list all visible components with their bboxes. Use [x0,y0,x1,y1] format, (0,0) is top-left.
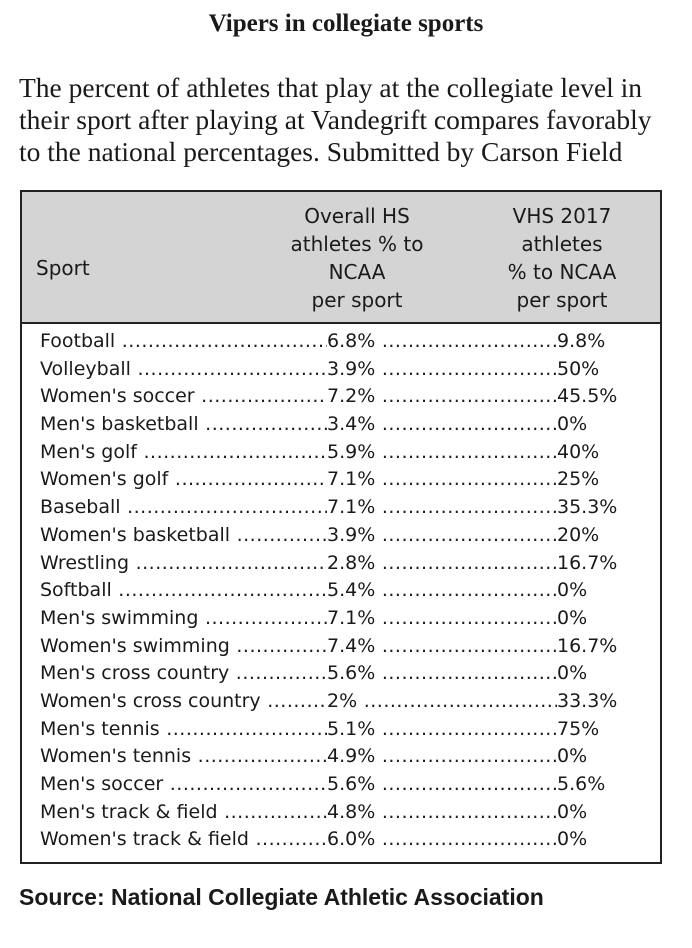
overall-value [327,328,557,356]
overall-label: 2% [327,689,358,712]
sport-label: Baseball [40,496,121,519]
overall-label: 5.6% [327,662,376,685]
sport-label: Softball [40,579,112,602]
sport-label: Men's track & field [40,800,218,823]
sport-name [40,688,327,716]
overall-label: 7.1% [327,606,376,629]
table-row [40,771,640,799]
table-row [40,688,640,716]
sport-name [40,522,327,550]
table-row [40,522,640,550]
table-row [40,577,640,605]
overall-label: 5.6% [327,773,376,795]
header-overall-line: per sport [311,288,403,312]
overall-label: 7.4% [327,634,376,657]
vhs-value: 45.5% [557,385,618,408]
overall-label: 5.1% [327,717,376,740]
data-table [20,190,662,864]
overall-value [327,716,557,744]
overall-label: 2.8% [327,551,376,574]
table-row [40,716,640,744]
overall-label: 7.2% [327,385,376,408]
table-row [40,799,640,827]
sport-name [40,411,327,439]
header-overall [272,202,442,314]
overall-value [327,494,557,522]
table-row [40,494,640,522]
overall-value [327,439,557,467]
sport-name [40,550,327,578]
sport-name [40,494,327,522]
table-row [40,466,640,494]
overall-label: 4.9% [327,745,376,768]
vhs-value: 20% [557,523,600,546]
header-overall-line: Overall HS [304,204,410,228]
overall-value [327,826,557,854]
table-body [40,328,640,854]
table-row [40,826,640,854]
sport-label: Women's golf [40,468,169,491]
sport-name [40,383,327,411]
overall-value [327,550,557,578]
overall-value [327,466,557,494]
overall-value [327,743,557,771]
table-row [40,633,640,661]
vhs-value: 0% [557,800,588,823]
overall-value [327,688,557,716]
sport-label: Women's soccer [40,385,195,408]
overall-value [327,522,557,550]
sport-label: Women's cross country [40,689,261,712]
overall-value [327,633,557,661]
sport-label: Women's track & field [40,828,249,851]
overall-label: 3.9% [327,523,376,546]
table-row [40,411,640,439]
sport-label: Women's tennis [40,745,192,768]
sport-name [40,716,327,744]
sport-name [40,799,327,827]
overall-label: 3.4% [327,413,376,436]
sport-name [40,577,327,605]
sport-label: Men's swimming [40,606,199,629]
table-row [40,605,640,633]
overall-label: 7.1% [327,468,376,491]
sport-name [40,633,327,661]
header-vhs-line: % to NCAA [507,260,617,284]
vhs-value: 0% [557,579,588,602]
header-overall-line: athletes % to [290,232,424,256]
table-header [22,192,660,324]
table-row [40,439,640,467]
sport-label: Women's basketball [40,523,231,546]
vhs-value: 0% [557,662,588,685]
overall-label: 5.4% [327,579,376,602]
vhs-value: 35.3% [557,496,618,519]
sport-name [40,743,327,771]
vhs-value: 75% [557,717,600,740]
overall-label: 7.1% [327,496,376,519]
overall-label: 5.9% [327,440,376,463]
sport-name [40,466,327,494]
vhs-value: 0% [557,745,588,768]
header-vhs [482,202,642,314]
vhs-value: 33.3% [557,689,618,712]
sport-name [40,771,327,799]
overall-label: 4.8% [327,800,376,823]
page-title: Vipers in collegiate sports [208,10,484,37]
sport-name [40,605,327,633]
vhs-value: 0% [557,828,588,851]
vhs-value: 16.7% [557,634,618,657]
header-vhs-line: VHS 2017 [512,204,612,228]
overall-value [327,411,557,439]
table-row [40,743,640,771]
sport-label: Men's tennis [40,717,160,740]
overall-label: 6.8% [327,330,376,352]
overall-value [327,577,557,605]
header-overall-line: NCAA [328,260,386,284]
sport-label: Women's swimming [40,634,230,657]
table-row [40,356,640,384]
sport-label: Men's golf [40,440,137,463]
table-row [40,550,640,578]
overall-label: 6.0% [327,828,376,851]
header-vhs-line: athletes [521,232,603,256]
vhs-value: 25% [557,468,600,491]
table-row [40,383,640,411]
sport-label: Men's cross country [40,662,230,685]
sport-label: Football [40,330,116,352]
intro-paragraph: The percent of athletes that play at the collegiate level in their sport after playing at Vandegrift compares favorably to the national percentages. Submitted by Carson Field [19,72,652,167]
vhs-value: 16.7% [557,551,618,574]
overall-value [327,660,557,688]
sport-label: Wrestling [40,551,130,574]
sport-name [40,356,327,384]
table-row [40,660,640,688]
sport-name [40,328,327,356]
sport-label: Men's soccer [40,773,164,795]
vhs-value: 9.8% [557,330,606,352]
header-sport: Sport [36,256,90,280]
vhs-value: 40% [557,440,600,463]
sport-name [40,439,327,467]
overall-value [327,799,557,827]
overall-value [327,383,557,411]
overall-value [327,771,557,799]
overall-label: 3.9% [327,357,376,380]
table-row [40,328,640,356]
sport-name [40,826,327,854]
vhs-value: 0% [557,606,588,629]
sport-label: Volleyball [40,357,131,380]
sport-label: Men's basketball [40,413,199,436]
source-credit: Source: National Collegiate Athletic Association [19,884,544,910]
sport-name [40,660,327,688]
header-vhs-line: per sport [516,288,608,312]
overall-value [327,605,557,633]
overall-value [327,356,557,384]
vhs-value: 0% [557,413,588,436]
vhs-value: 50% [557,357,600,380]
vhs-value: 5.6% [557,773,606,795]
